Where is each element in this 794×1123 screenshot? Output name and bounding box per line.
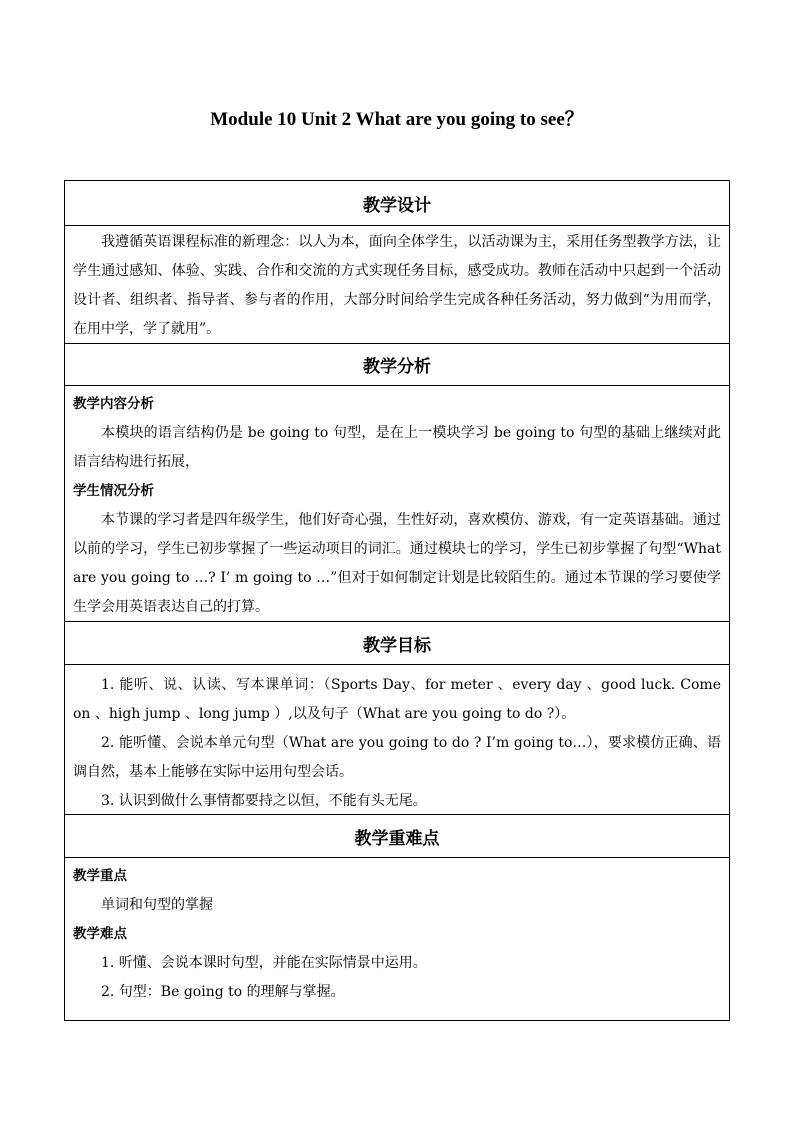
content-analysis-text: 本模块的语言结构仍是 be going to 句型，是在上一模块学习 be going to 句型的基础上继续对此语言结构进行拓展， bbox=[73, 425, 721, 470]
analysis-heading: 教学分析 bbox=[65, 344, 729, 386]
student-analysis-label: 学生情况分析 bbox=[73, 483, 154, 499]
goal-item-2: 2. 能听懂、会说本单元句型（What are you going to do ? I’m going to…），要求模仿正确、语调自然，基本上能够在实际中运用句型会话。 bbox=[73, 735, 721, 780]
goal-item-1: 1. 能听、说、认读、写本课单词：（Sports Day、for meter 、every day 、good luck. Come on 、high jump 、long jump ）,以及句子（What are you going to do ?）。 bbox=[73, 677, 721, 722]
key-point-text: 单词和句型的掌握 bbox=[101, 897, 213, 913]
difficult-point-item-1: 1. 听懂、会说本课时句型，并能在实际情景中运用。 bbox=[101, 955, 427, 971]
key-point-label: 教学重点 bbox=[73, 868, 127, 884]
keypoints-heading: 教学重难点 bbox=[65, 815, 729, 858]
goals-heading: 教学目标 bbox=[65, 622, 729, 665]
keypoints-section bbox=[65, 858, 729, 1020]
page-title: Module 10 Unit 2 What are you going to see？ bbox=[210, 109, 584, 130]
design-heading: 教学设计 bbox=[65, 181, 729, 226]
goals-section bbox=[65, 665, 729, 815]
design-text: 我遵循英语课程标准的新理念：以人为本，面向全体学生，以活动课为主，采用任务型教学方法，让学生通过感知、体验、实践、合作和交流的方式实现任务目标，感受成功。教师在活动中只起到一个活动设计者、组织者、指导者、参与者的作用，大部分时间给学生完成各种任务活动，努力做到“为用而学，在用中学，学了就用”。 bbox=[73, 234, 721, 337]
analysis-section bbox=[65, 386, 729, 622]
difficult-point-item-2: 2. 句型：Be going to 的理解与掌握。 bbox=[101, 984, 345, 1000]
design-section bbox=[65, 226, 729, 344]
content-analysis-label: 教学内容分析 bbox=[73, 396, 154, 412]
goal-item-3: 3. 认识到做什么事情都要持之以恒，不能有头无尾。 bbox=[101, 793, 427, 809]
student-analysis-text: 本节课的学习者是四年级学生，他们好奇心强，生性好动，喜欢模仿、游戏，有一定英语基础。通过以前的学习，学生已初步掌握了一些运动项目的词汇。通过模块七的学习，学生已初步掌握了句型“What are you going to …? I’ m going to …”但对于如何制定计划是比较陌生的。通过本节课的学习要使学生学会用英语表达自己的打算。 bbox=[73, 512, 721, 615]
lesson-plan-table bbox=[64, 180, 730, 1021]
difficult-point-label: 教学难点 bbox=[73, 926, 127, 942]
